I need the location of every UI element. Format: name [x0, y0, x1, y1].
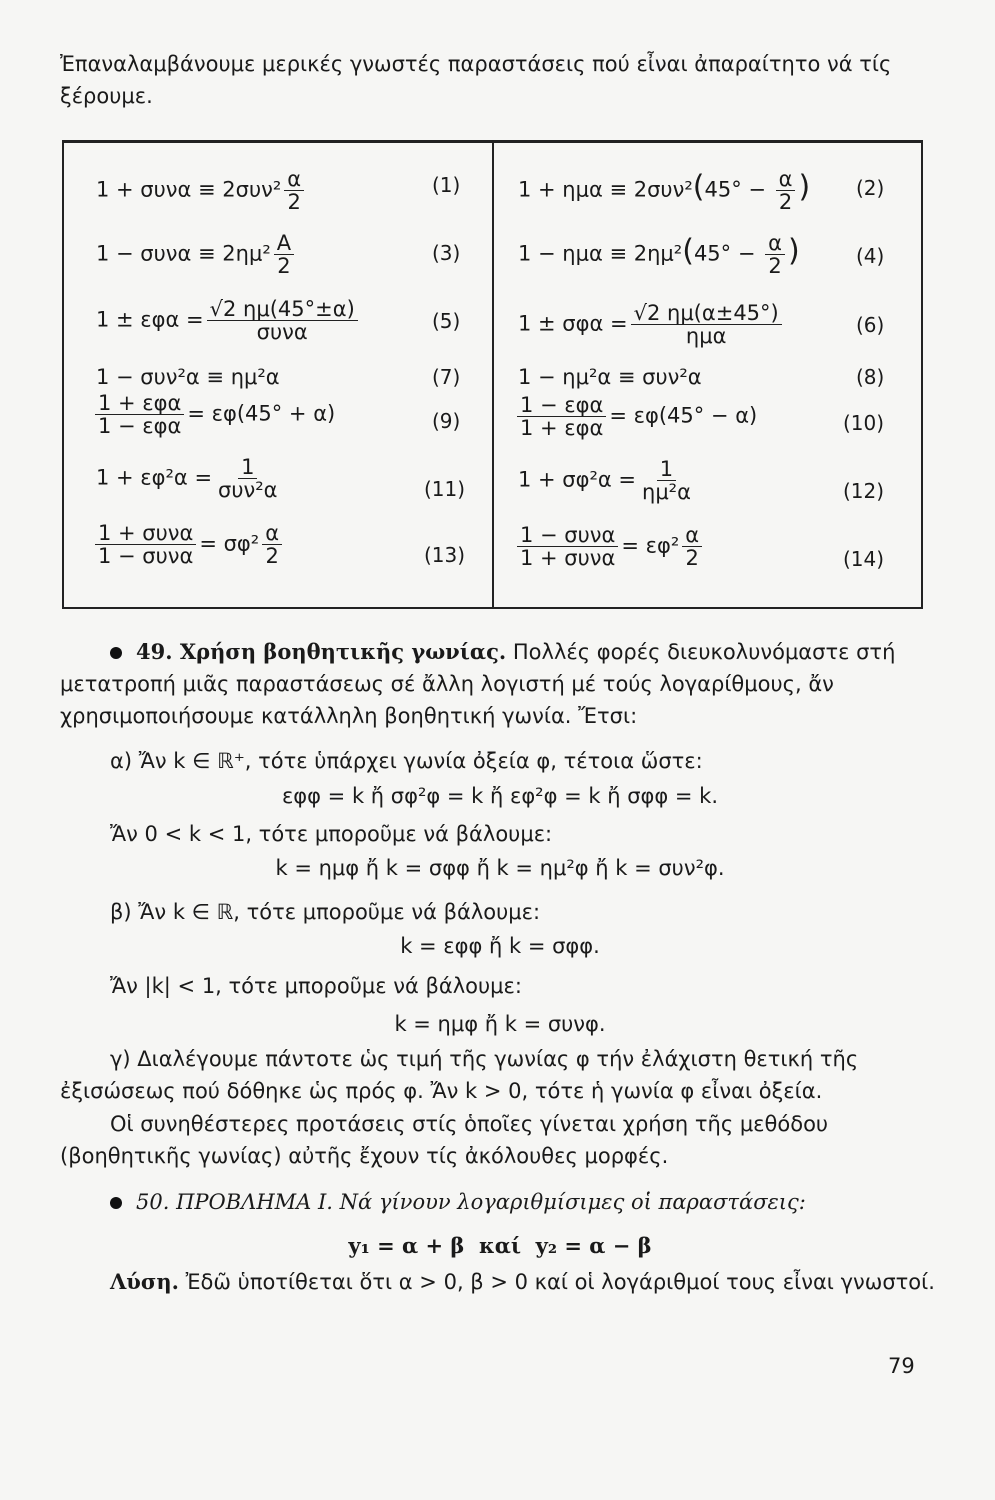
section-49-heading: 49. Χρήση βοηθητικῆς γωνίας.: [136, 639, 507, 664]
formula-number-11: (11): [424, 477, 466, 501]
case-b2-equation: k = ημφ ἤ k = συνφ.: [394, 1012, 606, 1036]
formula-13: $\frac{\text{1 + συνα}}{\text{1 − συνα}}$ = σφ² $\frac{\alpha}{2}$: [92, 522, 285, 567]
formula-number-9: (9): [432, 409, 461, 433]
section-50-heading-line: [110, 1186, 940, 1218]
formula-number-1: (1): [432, 173, 461, 197]
formula-number-7: (7): [432, 365, 461, 389]
section-49-closing: Οἱ συνηθέστερες προτάσεις στίς ὁποῖες γίνεται χρήση τῆς μεθόδου (βοηθητικῆς γωνίας) αὐτῆς ἔχουν τίς ἀκόλουθες μορφές.: [60, 1112, 829, 1168]
formula-9: $\frac{\text{1 + εφα}}{\text{1 − εφα}}$ = εφ(45° + α): [92, 392, 335, 437]
case-a: α) Ἄν k ∈ ℝ⁺, τότε ὑπάρχει γωνία ὀξεία φ, τέτοια ὥστε:: [110, 749, 703, 773]
solution-label: Λύση.: [110, 1269, 179, 1294]
formula-10: $\frac{\text{1 − εφα}}{\text{1 + εφα}}$ = εφ(45° − α): [514, 394, 757, 439]
formula-number-5: (5): [432, 309, 461, 333]
table-divider: [492, 140, 494, 607]
case-b2: Ἄν |k| < 1, τότε μποροῦμε νά βάλουμε:: [110, 974, 522, 998]
formula-4: 1 − ημα ≡ 2ημ²(45° − $\frac{\alpha}{2}$ ): [518, 231, 800, 278]
formula-6: 1 ± σφα = $\frac{√2 \eta\mu(\alpha\pm 45^\circ)}{\text{ημα}}$: [518, 302, 785, 347]
formula-number-12: (12): [843, 479, 885, 503]
formula-7: 1 − συν²α ≡ ημ²α: [96, 365, 280, 389]
formula-number-10: (10): [843, 411, 885, 435]
formula-12: 1 + σφ²α = $\frac{1}{\text{ημ²α}}$: [518, 457, 691, 504]
bullet-icon: [110, 647, 122, 659]
formula-number-4: (4): [856, 244, 885, 268]
formula-1: 1 + συνα ≡ 2συν² $\frac{\alpha}{2}$: [96, 168, 307, 213]
case-b-equation: k = εφφ ἤ k = σφφ.: [400, 934, 600, 958]
case-a2-equation: k = ημφ ἤ k = σφφ ἤ k = ημ²φ ἤ k = συν²φ.: [275, 856, 725, 880]
intro-paragraph: Ἐπαναλαμβάνουμε μερικές γνωστές παραστάσεις πού εἶναι ἀπαραίτητο νά τίς ξέρουμε.: [60, 52, 892, 108]
formula-number-8: (8): [856, 365, 885, 389]
section-49-intro: [60, 636, 940, 732]
section-50-equation: y₁ = α + β καί y₂ = α − β: [348, 1233, 652, 1258]
formula-number-2: (2): [856, 176, 885, 200]
formula-number-3: (3): [432, 241, 461, 265]
formula-14: $\frac{\text{1 − συνα}}{\text{1 + συνα}}$ = εφ² $\frac{\alpha}{2}$: [514, 524, 705, 569]
case-a2: Ἄν 0 < k < 1, τότε μποροῦμε νά βάλουμε:: [110, 822, 553, 846]
case-b: β) Ἄν k ∈ ℝ, τότε μποροῦμε νά βάλουμε:: [110, 900, 541, 924]
formula-8: 1 − ημ²α ≡ συν²α: [518, 365, 702, 389]
formula-3: 1 − συνα ≡ 2ημ² $\frac{A}{2}$: [96, 232, 297, 277]
case-c: γ) Διαλέγουμε πάντοτε ὡς τιμή τῆς γωνίας φ τήν ἐλάχιστη θετική τῆς ἐξισώσεως πού δόθηκε ὡς πρός φ. Ἄν k > 0, τότε ἡ γωνία φ εἶναι ὀξεία.: [60, 1047, 859, 1103]
formula-number-13: (13): [424, 543, 466, 567]
solution-text: Ἐδῶ ὑποτίθεται ὅτι α > 0, β > 0 καί οἱ λογάριθμοί τους εἶναι γνωστοί.: [185, 1270, 935, 1294]
formula-11: 1 + εφ²α = $\frac{1}{\text{συν²α}}$: [96, 455, 278, 502]
section-50-text: Νά γίνουν λογαριθμίσιμες οἱ παραστάσεις:: [339, 1190, 806, 1214]
formula-number-14: (14): [843, 547, 885, 571]
bullet-icon: [110, 1197, 122, 1209]
formula-2: 1 + ημα ≡ 2συν²(45° − $\frac{\alpha}{2}$ ): [518, 167, 811, 214]
page-number: 79: [888, 1354, 915, 1378]
solution-paragraph: [60, 1266, 940, 1298]
section-49-text: Πολλές φορές διευκολυνόμαστε στή μετατροπή μιᾶς παραστάσεως σέ ἄλλη λογιστή μέ τούς λογαρίθμους, ἄν χρησιμοποιήσουμε κατάλληλη βοηθητική γωνία. Ἔτσι:: [60, 640, 896, 728]
formula-5: 1 ± εφα = $\frac{√2 \eta\mu(45^\circ\pm\alpha)}{\text{συνα}}$: [96, 298, 361, 343]
section-50-heading: 50. ΠΡΟΒΛΗΜΑ Ι.: [136, 1190, 333, 1214]
formula-number-6: (6): [856, 313, 885, 337]
case-a-equation: εφφ = k ἤ σφ²φ = k ἤ εφ²φ = k ἤ σφφ = k.: [281, 784, 719, 808]
